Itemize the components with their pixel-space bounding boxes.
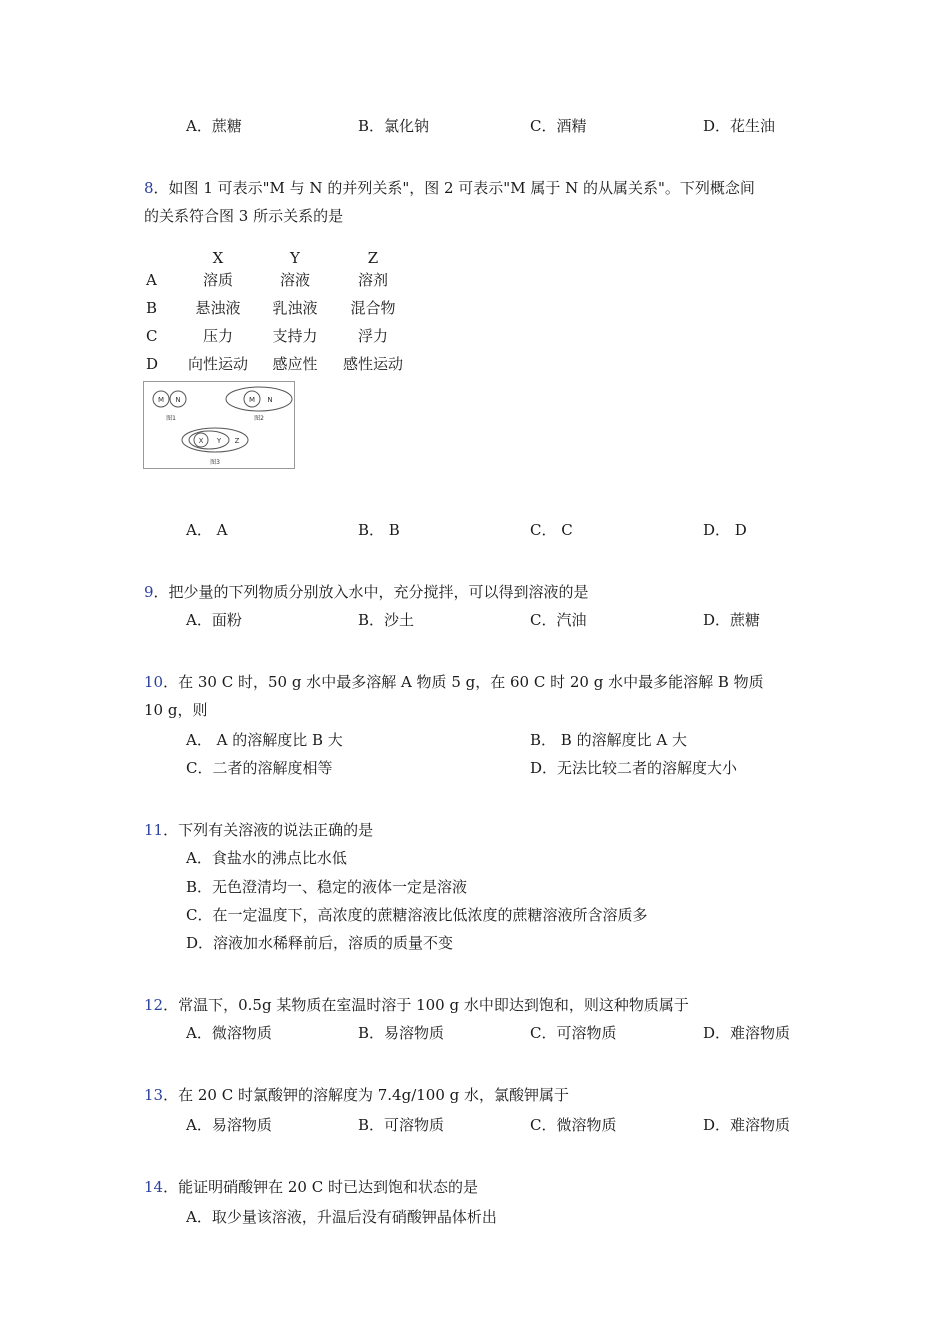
q8-cell: 乳浊液 bbox=[272, 299, 318, 317]
q8-header-z: Z bbox=[367, 249, 379, 267]
q12-option-c: C．可溶物质 bbox=[530, 1024, 617, 1042]
q8-option-c: C． C bbox=[530, 521, 573, 539]
fig3-caption: 图3 bbox=[210, 459, 220, 466]
q8-cell: 支持力 bbox=[272, 327, 318, 345]
q8-cell: 感应性 bbox=[272, 355, 318, 373]
q8-header-y: Y bbox=[290, 249, 300, 267]
q10-option-d: D．无法比较二者的溶解度大小 bbox=[530, 759, 738, 777]
q12-option-d: D．难溶物质 bbox=[703, 1024, 791, 1042]
q8-number: 8 bbox=[144, 179, 154, 197]
q8-cell: 溶剂 bbox=[357, 271, 388, 289]
q10-option-a: A． A 的溶解度比 B 大 bbox=[186, 731, 343, 749]
fig2-label-n: N bbox=[267, 396, 273, 404]
fig1-label-m: M bbox=[157, 396, 165, 404]
fig3-label-z: Z bbox=[234, 437, 240, 445]
q9-option-c: C．汽油 bbox=[530, 611, 587, 629]
q8-cell: 溶质 bbox=[202, 271, 233, 289]
q7-option-b: B．氯化钠 bbox=[358, 117, 430, 135]
q8-cell: 压力 bbox=[202, 327, 233, 345]
q9-number: 9 bbox=[144, 583, 154, 601]
q8-row-label: A bbox=[146, 271, 157, 289]
q12-option-b: B．易溶物质 bbox=[358, 1024, 445, 1042]
fig1-caption: 图1 bbox=[166, 415, 176, 422]
q13-stem-text: ．在 20 C 时氯酸钾的溶解度为 7.4g/100 g 水，氯酸钾属于 bbox=[163, 1086, 570, 1104]
fig2-caption: 图2 bbox=[254, 415, 264, 422]
q8-row-label: C bbox=[146, 327, 158, 345]
q12-option-a: A．微溶物质 bbox=[186, 1024, 272, 1042]
q10-option-b: B． B 的溶解度比 A 大 bbox=[530, 731, 687, 749]
q8-option-d: D． D bbox=[703, 521, 747, 539]
q10-stem-text: ．在 30 C 时，50 g 水中最多溶解 A 物质 5 g，在 60 C 时 20 g 水中最多能溶解 B 物质 bbox=[163, 673, 764, 691]
fig3-ellipse-y bbox=[189, 431, 229, 449]
fig2-ellipse-n bbox=[226, 387, 292, 411]
q13-option-c: C．微溶物质 bbox=[530, 1116, 617, 1134]
q11-option-a: A．食盐水的沸点比水低 bbox=[186, 849, 347, 867]
q8-row-label: D bbox=[146, 355, 159, 373]
fig2-label-m: M bbox=[248, 396, 256, 404]
q8-stem-line1 bbox=[144, 178, 755, 198]
q11-option-c: C．在一定温度下，高浓度的蔗糖溶液比低浓度的蔗糖溶液所含溶质多 bbox=[186, 906, 648, 924]
q8-row-label: B bbox=[146, 299, 158, 317]
q14-number: 14 bbox=[144, 1178, 164, 1196]
q11-stem-text: ．下列有关溶液的说法正确的是 bbox=[163, 821, 374, 839]
q8-header-x: X bbox=[212, 249, 224, 267]
q11-number: 11 bbox=[144, 821, 164, 839]
q8-stem-line2: 的关系符合图 3 所示关系的是 bbox=[144, 207, 344, 225]
q8-cell: 感性运动 bbox=[342, 355, 403, 373]
q9-stem bbox=[144, 582, 589, 602]
q8-cell: 混合物 bbox=[350, 299, 396, 317]
q8-cell: 溶液 bbox=[279, 271, 310, 289]
q9-option-d: D．蔗糖 bbox=[703, 611, 761, 629]
q7-option-d: D．花生油 bbox=[703, 117, 776, 135]
q7-option-c: C．酒精 bbox=[530, 117, 587, 135]
q9-option-b: B．沙土 bbox=[358, 611, 415, 629]
q11-option-b: B．无色澄清均一、稳定的液体一定是溶液 bbox=[186, 878, 468, 896]
q9-stem-text: ．把少量的下列物质分别放入水中，充分搅拌，可以得到溶液的是 bbox=[153, 583, 589, 601]
q10-number: 10 bbox=[144, 673, 164, 691]
q8-option-b: B． B bbox=[358, 521, 400, 539]
q8-cell: 悬浊液 bbox=[195, 299, 241, 317]
q11-stem bbox=[144, 820, 373, 840]
q13-option-a: A．易溶物质 bbox=[186, 1116, 272, 1134]
q9-option-a: A．面粉 bbox=[186, 611, 242, 629]
q12-stem bbox=[144, 995, 689, 1015]
q8-cell: 浮力 bbox=[357, 327, 388, 345]
fig1-label-n: N bbox=[175, 396, 181, 404]
q14-stem bbox=[144, 1177, 478, 1197]
q14-stem-text: ．能证明硝酸钾在 20 C 时已达到饱和状态的是 bbox=[163, 1178, 478, 1196]
q7-option-a: A．蔗糖 bbox=[186, 117, 242, 135]
q10-option-c: C．二者的溶解度相等 bbox=[186, 759, 333, 777]
q8-option-a: A． A bbox=[186, 521, 228, 539]
q8-cell: 向性运动 bbox=[187, 355, 248, 373]
q12-number: 12 bbox=[144, 996, 164, 1014]
q14-option-a: A．取少量该溶液，升温后没有硝酸钾晶体析出 bbox=[186, 1208, 497, 1226]
q8-relationship-figure bbox=[143, 381, 295, 469]
q10-stem-line2: 10 g，则 bbox=[144, 701, 208, 719]
q11-option-d: D．溶液加水稀释前后，溶质的质量不变 bbox=[186, 934, 454, 952]
fig3-label-x: X bbox=[198, 437, 204, 445]
q13-stem bbox=[144, 1085, 569, 1105]
q10-stem-line1 bbox=[144, 672, 764, 692]
q13-option-d: D．难溶物质 bbox=[703, 1116, 791, 1134]
q8-stem-text: ．如图 1 可表示"M 与 N 的并列关系"，图 2 可表示"M 属于 N 的从属关系"。下列概念间 bbox=[153, 179, 755, 197]
q13-option-b: B．可溶物质 bbox=[358, 1116, 445, 1134]
q13-number: 13 bbox=[144, 1086, 164, 1104]
q12-stem-text: ．常温下，0.5g 某物质在室温时溶于 100 g 水中即达到饱和，则这种物质属于 bbox=[163, 996, 689, 1014]
fig3-label-y: Y bbox=[216, 437, 222, 445]
